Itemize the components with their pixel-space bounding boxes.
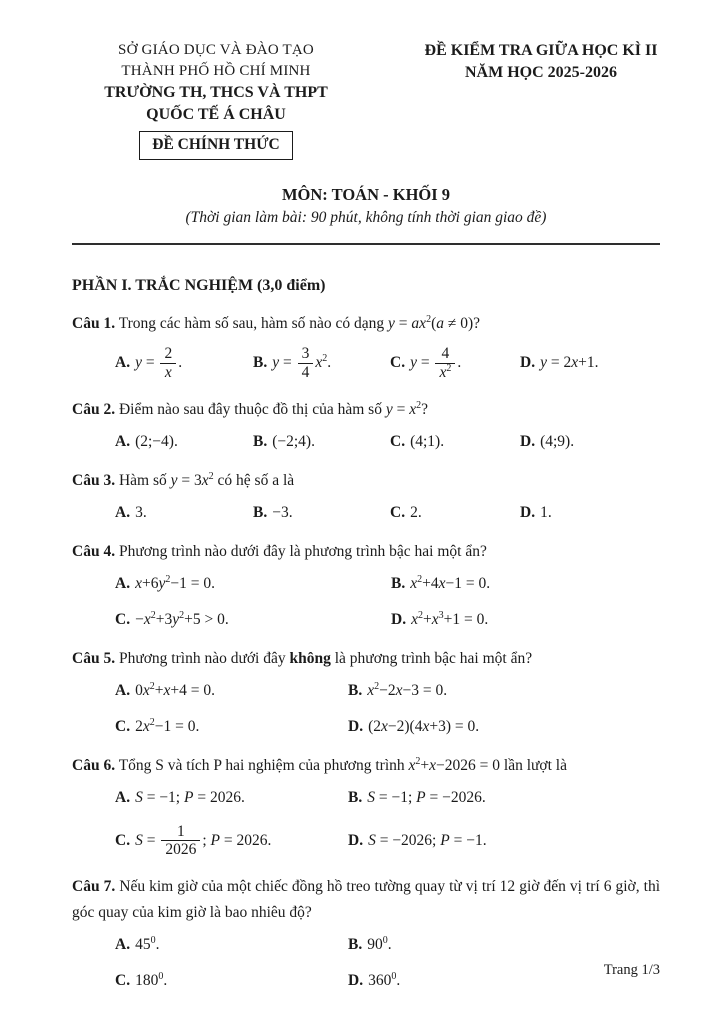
option-a: A. $x+6y^2-1 = 0$. <box>115 573 215 592</box>
question-7 <box>72 874 660 993</box>
subject-title: MÔN: TOÁN - KHỐI 9 <box>281 185 451 204</box>
question-4-text: Phương trình nào dưới đây là phương trình bậc hai một ẩn? <box>118 542 487 560</box>
option-c: C. $180^0$. <box>115 971 168 990</box>
header-school-line: TRƯỜNG TH, THCS VÀ THPT <box>104 84 328 101</box>
question-4 <box>72 539 660 632</box>
header-city-line: THÀNH PHỐ HỒ CHÍ MINH <box>121 63 311 79</box>
option-b: B. $x^2+4x-1 = 0$. <box>391 573 491 592</box>
question-7-options <box>72 933 660 993</box>
question-7-text: Nếu kim giờ của một chiếc đồng hồ treo tường quay từ vị trí 12 giờ đến vị trí 6 giờ, thì góc quay của kim giờ là bao nhiêu độ? <box>72 878 661 922</box>
option-b: B. S = −1; P = −2026. <box>348 788 486 806</box>
option-c: C. 2. <box>390 503 422 521</box>
option-c: C. y = $\frac{4}{x^2}$ . <box>390 345 462 381</box>
question-6-text: Tổng S và tích P hai nghiệm của phương trình $x^2+x-2026 = 0$ lần lượt là <box>118 755 567 774</box>
question-4-options <box>72 572 660 632</box>
header-school-block <box>84 40 348 160</box>
header-school-name-line: QUỐC TẾ Á CHÂU <box>146 106 286 123</box>
question-4-number: Câu 4. <box>72 542 116 560</box>
section-heading: PHẦN I. TRẮC NGHIỆM (3,0 điểm) <box>72 277 326 294</box>
question-3-number: Câu 3. <box>72 471 116 489</box>
question-5 <box>72 646 660 739</box>
option-b: B. (−2;4). <box>253 432 315 450</box>
header-exam-block <box>386 40 696 84</box>
option-a: A. $0x^2+x+4 = 0$. <box>115 680 215 699</box>
option-d: D. $360^0$. <box>348 971 401 990</box>
option-d: D. (2x−2)(4x+3) = 0. <box>348 717 480 735</box>
option-a: A. $45^0$. <box>115 935 160 954</box>
option-d: D. $x^2+x^3+1 = 0$. <box>391 609 489 628</box>
question-6-options <box>72 786 660 861</box>
option-c: C. (4;1). <box>390 432 445 450</box>
time-limit-note: (Thời gian làm bài: 90 phút, không tính thời gian giao đề) <box>185 209 547 226</box>
question-5-text: Phương trình nào dưới đây không là phương trình bậc hai một ẩn? <box>118 649 533 667</box>
question-7-number: Câu 7. <box>72 878 116 896</box>
official-exam-stamp: ĐỀ CHÍNH THỨC <box>139 131 292 160</box>
question-3-text: Hàm số $y = 3x^2$ có hệ số a là <box>118 470 295 489</box>
option-b: B. $x^2-2x-3 = 0$. <box>348 680 448 699</box>
question-2-number: Câu 2. <box>72 400 116 418</box>
school-year-line: NĂM HỌC 2025-2026 <box>465 64 617 81</box>
option-d: D. y = 2x+1. <box>520 354 599 372</box>
question-6 <box>72 753 660 861</box>
question-2-options <box>72 430 660 454</box>
question-3 <box>72 468 660 525</box>
option-b: B. −3. <box>253 503 293 521</box>
question-1-text: Trong các hàm số sau, hàm số nào có dạng $y = ax^2(a \ne 0)$? <box>118 314 481 332</box>
option-a: A. S = −1; P = 2026. <box>115 788 245 806</box>
option-d: D. S = −2026; P = −1. <box>348 831 487 849</box>
question-6-number: Câu 6. <box>72 756 116 774</box>
option-a: A. y = $\frac{2}{x}$ . <box>115 345 183 381</box>
option-d: D. 1. <box>520 503 552 521</box>
question-5-options <box>72 679 660 739</box>
header-department-line: SỞ GIÁO DỤC VÀ ĐÀO TẠO <box>118 42 314 58</box>
option-d: D. (4;9). <box>520 432 575 450</box>
option-a: A. 3. <box>115 503 147 521</box>
question-3-options <box>72 501 660 525</box>
option-a: A. (2;−4). <box>115 432 178 450</box>
option-c: C. S = $\frac{1}{2026}$ ; P = 2026. <box>115 822 272 859</box>
question-1-number: Câu 1. <box>72 315 116 332</box>
page-number: Trang 1/3 <box>603 962 660 978</box>
question-5-number: Câu 5. <box>72 649 116 667</box>
header-divider-rule <box>72 243 660 245</box>
title-block <box>72 184 660 230</box>
question-1 <box>72 311 660 383</box>
exam-title-line: ĐỀ KIỂM TRA GIỮA HỌC KÌ II <box>424 42 658 59</box>
question-1-options <box>72 344 660 383</box>
option-b: B. y = $\frac{3}{4}$ $x^2$. <box>253 345 332 381</box>
option-b: B. $90^0$. <box>348 935 392 954</box>
option-c: C. $-x^2+3y^2+5 > 0$. <box>115 609 229 628</box>
question-2 <box>72 397 660 454</box>
option-c: C. $2x^2-1 = 0$. <box>115 716 200 735</box>
question-2-text: Điểm nào sau đây thuộc đồ thị của hàm số $y = x^2$? <box>118 399 429 418</box>
